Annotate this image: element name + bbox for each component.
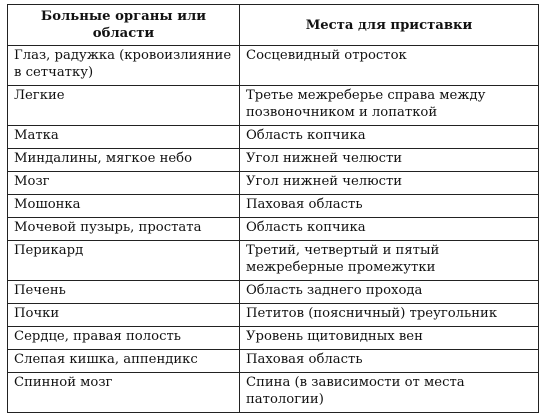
table-row (8, 195, 539, 218)
table-row (8, 350, 539, 373)
place-cell: Угол нижней челюсти (240, 172, 539, 195)
organ-cell: Миндалины, мягкое небо (8, 149, 240, 172)
table-row (8, 327, 539, 350)
organ-cell: Спинной мозг (8, 373, 240, 413)
organ-cell: Сердце, правая полость (8, 327, 240, 350)
table-row (8, 46, 539, 86)
place-cell: Угол нижней челюсти (240, 149, 539, 172)
table-row (8, 304, 539, 327)
place-cell: Область копчика (240, 126, 539, 149)
organ-cell: Печень (8, 281, 240, 304)
organ-cell: Мочевой пузырь, простата (8, 218, 240, 241)
organ-cell: Почки (8, 304, 240, 327)
table-row (8, 218, 539, 241)
organs-table (7, 4, 539, 413)
table-row (8, 149, 539, 172)
table-row (8, 126, 539, 149)
organ-cell: Легкие (8, 86, 240, 126)
place-cell: Сосцевидный отросток (240, 46, 539, 86)
organ-cell: Мошонка (8, 195, 240, 218)
place-cell: Паховая область (240, 350, 539, 373)
organ-cell: Мозг (8, 172, 240, 195)
table-row (8, 241, 539, 281)
header-row (8, 5, 539, 46)
header-places: Места для приставки (240, 5, 539, 46)
table-row (8, 86, 539, 126)
place-cell: Паховая область (240, 195, 539, 218)
organ-cell: Слепая кишка, аппендикс (8, 350, 240, 373)
place-cell: Область заднего прохода (240, 281, 539, 304)
organ-cell: Глаз, радужка (кровоизлияние в сетчатку) (8, 46, 240, 86)
place-cell: Уровень щитовидных вен (240, 327, 539, 350)
place-cell: Третье межреберье справа между позвоночником и лопаткой (240, 86, 539, 126)
place-cell: Третий, четвертый и пятый межреберные промежутки (240, 241, 539, 281)
table-row (8, 172, 539, 195)
organ-cell: Матка (8, 126, 240, 149)
table-row (8, 373, 539, 413)
place-cell: Спина (в зависимости от места патологии) (240, 373, 539, 413)
header-organs: Больные органы или области (8, 5, 240, 46)
place-cell: Петитов (поясничный) треугольник (240, 304, 539, 327)
organ-cell: Перикард (8, 241, 240, 281)
table-row (8, 281, 539, 304)
place-cell: Область копчика (240, 218, 539, 241)
